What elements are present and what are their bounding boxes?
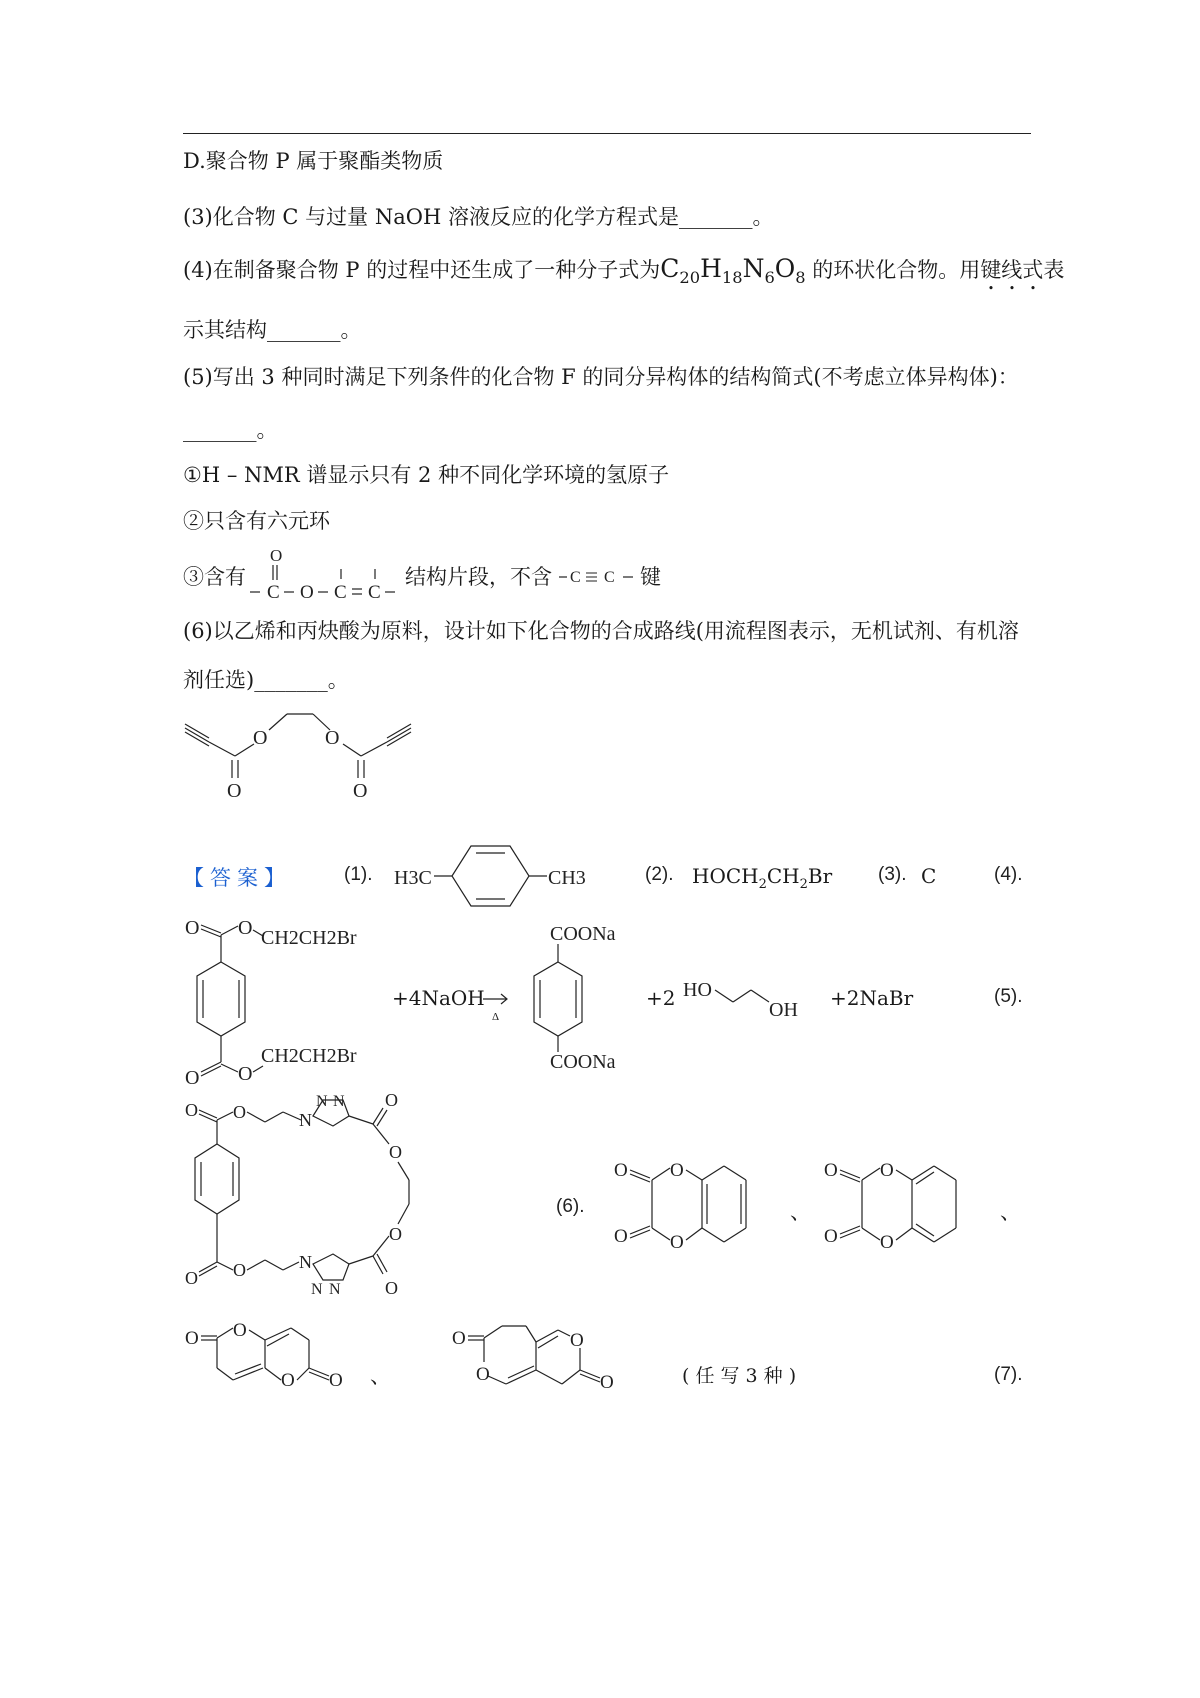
svg-text:N: N [333,1093,345,1110]
svg-text:N: N [316,1093,328,1110]
svg-text:CH2CH2Br: CH2CH2Br [261,1045,357,1067]
diester-dibromide-structure [183,912,398,1087]
answer-7-number: (7). [994,1364,1023,1385]
target-diester-structure [183,700,423,800]
answer-4-number: (4). [994,864,1023,885]
answer-5-number: (5). [994,986,1023,1007]
svg-text:O: O [880,1232,894,1253]
svg-text:O: O [233,1320,247,1341]
separator-3: 、 [370,1364,391,1388]
svg-text:O: O [614,1160,628,1181]
svg-text:O: O [824,1226,838,1247]
reaction-arrow [481,987,513,1023]
answer-2-formula: $HOCH_2CH_2Br$ [692,864,833,892]
svg-text:O: O [353,780,368,802]
svg-text:O: O [185,1100,198,1120]
svg-text:O: O [233,1102,246,1122]
svg-text:O: O [452,1328,466,1349]
svg-text:O: O [300,582,314,603]
svg-text:C: C [570,569,581,586]
svg-text:O: O [227,780,242,802]
svg-text:O: O [185,917,200,939]
condition-2: ②只含有六元环 [183,509,330,533]
question-5: (5)写出 3 种同时满足下列条件的化合物 F 的同分异构体的结构简式(不考虑立体异构体)： [183,365,1019,389]
disodium-terephthalate-structure [520,918,640,1073]
svg-text:Δ: Δ [492,1011,500,1023]
svg-text:C: C [267,582,280,603]
plus-nabr: +2NaBr [830,986,914,1010]
svg-text:O: O [238,1063,253,1085]
svg-text:OH: OH [769,999,798,1021]
svg-text:COONa: COONa [550,923,616,945]
answer-1-number: (1). [344,864,373,885]
header-rule [183,133,1031,134]
macrocyclic-triazole-structure [183,1090,443,1301]
question-6-line2: 剂任选)_______。 [183,668,349,692]
answer-2-number: (2). [645,864,674,885]
svg-text:O: O [600,1372,614,1393]
question-4-line2: 示其结构_______。 [183,318,362,342]
p-xylene-structure [392,842,592,912]
isomer-4-structure [450,1318,650,1418]
svg-text:C: C [604,569,615,586]
condition-1: ①H – NMR 谱显示只有 2 种不同化学环境的氢原子 [183,463,670,487]
plus-two: +2 [646,986,676,1010]
svg-text:O: O [824,1160,838,1181]
condition-3-prefix: ③含有 [183,565,246,589]
svg-text:O: O [614,1226,628,1247]
svg-text:N: N [299,1252,312,1272]
question-6: (6)以乙烯和丙炔酸为原料，设计如下化合物的合成路线(用流程图表示，无机试剂、有机溶 [183,619,1019,643]
svg-text:O: O [329,1370,343,1391]
svg-text:O: O [281,1370,295,1391]
svg-text:CH2CH2Br: CH2CH2Br [261,927,357,949]
answer-3-value: C [921,864,937,888]
alkyne-fragment [557,560,649,590]
svg-text:O: O [185,1067,200,1089]
svg-text:O: O [270,546,283,565]
ester-vinyl-fragment [248,545,408,607]
svg-text:O: O [253,727,268,749]
svg-text:O: O [880,1160,894,1181]
svg-text:O: O [385,1090,398,1110]
answer-3-number: (3). [878,864,907,885]
svg-text:O: O [570,1330,584,1351]
separator-2: 、 [1000,1200,1021,1224]
option-d: D.聚合物 P 属于聚酯类物质 [183,149,444,173]
svg-text:N: N [329,1281,341,1298]
separator-1: 、 [790,1200,811,1224]
plus-naoh: +4NaOH [392,986,485,1010]
svg-text:O: O [185,1328,199,1349]
svg-text:O: O [385,1278,398,1298]
any-three-note: ( 任 写 3 种 ) [682,1365,797,1387]
question-5-blank: _______。 [183,418,278,442]
svg-text:O: O [670,1160,684,1181]
svg-text:COONa: COONa [550,1051,616,1073]
svg-text:O: O [670,1232,684,1253]
isomer-3-structure [183,1318,383,1418]
svg-text:O: O [325,727,340,749]
svg-text:O: O [185,1268,198,1288]
svg-text:N: N [311,1281,323,1298]
condition-3-mid: 结构片段，不含 [405,565,552,589]
svg-text:O: O [389,1142,402,1162]
emphasized-term: 键线式 [980,258,1044,282]
isomer-2-structure [822,1150,992,1265]
svg-text:O: O [389,1224,402,1244]
svg-text:O: O [238,917,253,939]
svg-text:C: C [334,582,347,603]
question-4-line1: (4)在制备聚合物 P 的过程中还生成了一种分子式为$C_{20}H_{18}N_6O_8$ 的环状化合物。用键线式表 [183,254,1065,287]
isomer-1-structure [612,1150,782,1265]
svg-text:CH3: CH3 [548,867,586,889]
svg-text:O: O [233,1260,246,1280]
condition-3-suffix: 键 [640,565,661,589]
svg-text:H3C: H3C [394,867,432,889]
svg-text:O: O [476,1364,490,1385]
svg-text:HO: HO [683,979,712,1001]
answer-tag: 【答案】 [183,866,291,890]
question-3: (3)化合物 C 与过量 NaOH 溶液反应的化学方程式是_______。 [183,205,774,229]
ethylene-glycol-structure [681,972,816,1022]
svg-text:C: C [368,582,381,603]
answer-6-number: (6). [556,1196,585,1217]
svg-text:N: N [299,1110,312,1130]
